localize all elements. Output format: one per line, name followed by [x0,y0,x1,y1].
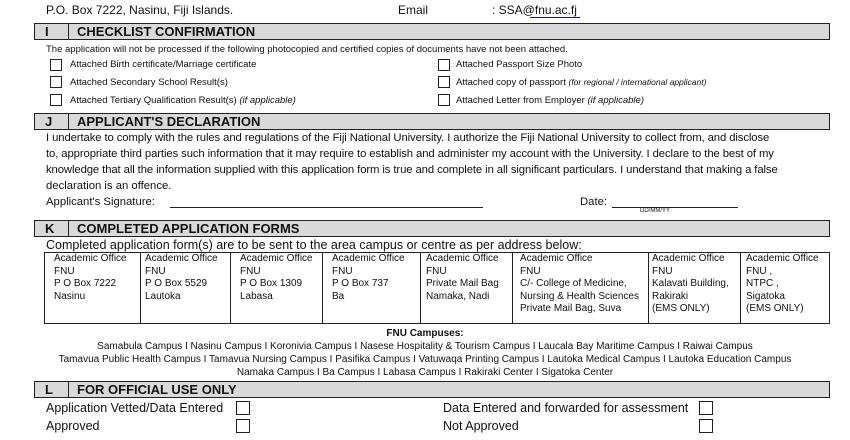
date-label: Date: [580,196,608,208]
declaration-line: I undertake to comply with the rules and regulations of the Fiji National University. I authorize the Fiji National University to collect from, and disclose [46,132,770,144]
office-address: Academic Office FNU Kalavati Building, Rakiraki (EMS ONLY) [652,253,729,314]
table-divider [740,252,741,324]
campuses-line: Samabula Campus I Nasinu Campus I Koronivia Campus I Nasese Hospitality & Tourism Campus I Laucala Bay Maritime Campus I Raiwai Campus [97,341,753,352]
office-address: Academic Office FNU Private Mail Bag Namaka, Nadi [426,253,499,302]
postal-address: P.O. Box 7222, Nasinu, Fiji Islands. [46,3,234,17]
office-address: Academic Office FNU , NTPC , Sigatoka (EMS ONLY) [746,253,819,314]
date-line[interactable] [612,207,738,208]
checklist-checkbox[interactable] [50,94,62,106]
checklist-checkbox[interactable] [50,59,62,71]
section-i-header [34,23,830,40]
table-divider [512,252,513,324]
checklist-item: Attached copy of passport (for regional / international applicant) [456,77,707,88]
table-divider [230,252,231,324]
section-k-header [34,220,830,237]
checklist-note: The application will not be processed if the following photocopied and certified copies of documents have not been attached. [46,44,568,55]
official-item: Approved [46,419,100,433]
email-value[interactable]: : SSA@fnu.ac.fj [492,3,577,17]
office-address: Academic Office FNU P O Box 737 Ba [332,253,405,302]
section-letter: K [35,221,69,236]
table-divider [829,252,830,324]
office-address: Academic Office FNU P O Box 7222 Nasinu [54,253,127,302]
checklist-checkbox[interactable] [438,76,450,88]
section-title: APPLICANT'S DECLARATION [77,114,261,129]
checklist-item: Attached Tertiary Qualification Result(s) (if applicable) [70,95,296,106]
declaration-line: knowledge that all the information supplied with this application form is true and complete in all significant particulars. I understand that making a false [46,164,778,176]
section-title: CHECKLIST CONFIRMATION [77,24,256,39]
section-letter: L [35,382,69,397]
section-title: COMPLETED APPLICATION FORMS [77,221,300,236]
not-approved-checkbox[interactable] [699,419,713,433]
forwarded-checkbox[interactable] [699,401,713,415]
section-l-header [34,381,830,398]
table-divider [648,252,649,324]
signature-line[interactable] [170,207,483,208]
official-item: Not Approved [443,419,519,433]
checklist-checkbox[interactable] [438,94,450,106]
campuses-line: Tamavua Public Health Campus I Tamavua Nursing Campus I Pasifika Campus I Vatuwaqa Printing Campus I Lautoka Medical Campus I Lautoka Education Campus [58,354,792,365]
table-divider [322,252,323,324]
checklist-item: Attached Letter from Employer (if applicable) [456,95,644,106]
date-format-hint: DD/MM/YY [640,208,670,214]
table-divider [44,252,45,324]
table-divider [420,252,421,324]
checklist-checkbox[interactable] [50,76,62,88]
approved-checkbox[interactable] [236,419,250,433]
office-table-bottom [44,323,830,324]
section-letter: J [35,114,69,129]
forms-intro: Completed application form(s) are to be sent to the area campus or centre as per address below: [46,238,582,252]
email-underline [530,17,580,18]
checklist-item: Attached Secondary School Result(s) [70,77,228,88]
campuses-line: Namaka Campus I Ba Campus I Labasa Campus I Rakiraki Center I Sigatoka Center [236,367,614,378]
section-j-header [34,113,830,130]
checklist-item: Attached Passport Size Photo [456,59,583,70]
vetted-checkbox[interactable] [236,401,250,415]
official-item: Data Entered and forwarded for assessment [443,401,689,415]
section-title: FOR OFFICIAL USE ONLY [77,382,237,397]
campuses-title: FNU Campuses: [386,328,464,339]
signature-label: Applicant's Signature: [46,196,155,208]
section-letter: I [35,24,69,39]
declaration-line: declaration is an offence. [46,180,172,192]
office-address: Academic Office FNU C/- College of Medicine, Nursing & Health Sciences Private Mail Bag, Suva [520,253,639,314]
checklist-item: Attached Birth certificate/Marriage certificate [70,59,257,70]
office-address: Academic Office FNU P O Box 5529 Lautoka [145,253,218,302]
office-address: Academic Office FNU P O Box 1309 Labasa [240,253,313,302]
email-label: Email [398,3,429,17]
declaration-line: to, appropriate third parties such information that it may require to establish and administer my account with the University. I declare to the best of my [46,148,774,160]
official-item: Application Vetted/Data Entered [46,401,224,415]
checklist-checkbox[interactable] [438,59,450,71]
table-divider [140,252,141,324]
